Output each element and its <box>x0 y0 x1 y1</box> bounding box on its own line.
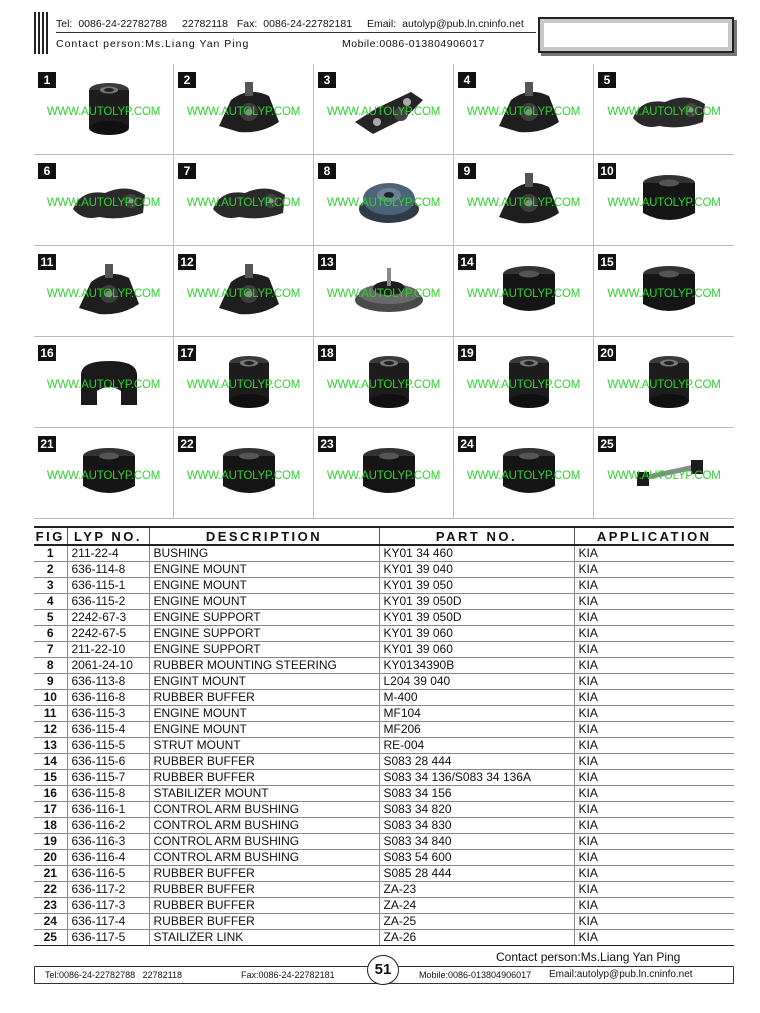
product-cell <box>594 428 734 519</box>
table-row <box>34 930 734 946</box>
product-cell <box>454 246 594 337</box>
part-no-cell: KY01 39 040 <box>379 562 574 578</box>
description-cell: RUBBER BUFFER <box>149 914 379 930</box>
col-header-application: APPLICATION <box>574 527 734 545</box>
product-cell <box>454 337 594 428</box>
part-no-cell: S083 34 156 <box>379 786 574 802</box>
page-number: 51 <box>367 955 399 985</box>
lyp-no-cell: 2061-24-10 <box>67 658 149 674</box>
footer-mobile-label: Mobile: <box>419 970 449 980</box>
lyp-no-cell: 636-116-5 <box>67 866 149 882</box>
watermark-text: WWW.AUTOLYP.COM <box>466 379 581 391</box>
product-cell <box>34 428 174 519</box>
watermark-text: WWW.AUTOLYP.COM <box>326 288 441 300</box>
contact-name: Ms.Liang Yan Ping <box>145 38 250 50</box>
product-cell <box>174 428 314 519</box>
fax-number: 0086-24-22782181 <box>263 18 353 30</box>
product-cell <box>314 428 454 519</box>
lyp-no-cell: 211-22-4 <box>67 545 149 562</box>
watermark-text: WWW.AUTOLYP.COM <box>466 106 581 118</box>
watermark-text: WWW.AUTOLYP.COM <box>46 470 161 482</box>
lyp-no-cell: 636-116-2 <box>67 818 149 834</box>
application-cell: KIA <box>574 818 734 834</box>
description-cell: CONTROL ARM BUSHING <box>149 802 379 818</box>
product-cell <box>314 337 454 428</box>
table-row <box>34 545 734 562</box>
watermark-text: WWW.AUTOLYP.COM <box>46 197 161 209</box>
figure-number-badge: 8 <box>318 163 336 179</box>
col-header-description: DESCRIPTION <box>149 527 379 545</box>
table-row <box>34 898 734 914</box>
part-no-cell: RE-004 <box>379 738 574 754</box>
contact-label: Contact person: <box>56 38 146 50</box>
description-cell: ENGINE SUPPORT <box>149 642 379 658</box>
fig-cell: 25 <box>34 930 67 946</box>
figure-number-badge: 11 <box>38 254 56 270</box>
table-row <box>34 914 734 930</box>
fig-cell: 19 <box>34 834 67 850</box>
lyp-no-cell: 636-115-1 <box>67 578 149 594</box>
watermark-text: WWW.AUTOLYP.COM <box>46 379 161 391</box>
figure-number-badge: 18 <box>318 345 336 361</box>
description-cell: RUBBER BUFFER <box>149 882 379 898</box>
figure-number-badge: 22 <box>178 436 196 452</box>
lyp-no-cell: 636-113-8 <box>67 674 149 690</box>
fig-cell: 23 <box>34 898 67 914</box>
product-cell <box>594 337 734 428</box>
product-grid <box>34 64 734 519</box>
watermark-text: WWW.AUTOLYP.COM <box>186 470 301 482</box>
fig-cell: 24 <box>34 914 67 930</box>
lyp-no-cell: 636-117-2 <box>67 882 149 898</box>
fig-cell: 5 <box>34 610 67 626</box>
part-no-cell: S083 34 830 <box>379 818 574 834</box>
product-cell <box>594 155 734 246</box>
fig-cell: 4 <box>34 594 67 610</box>
description-cell: RUBBER BUFFER <box>149 754 379 770</box>
figure-number-badge: 1 <box>38 72 56 88</box>
figure-number-badge: 14 <box>458 254 476 270</box>
application-cell: KIA <box>574 690 734 706</box>
page-header <box>34 12 734 54</box>
lyp-no-cell: 636-116-8 <box>67 690 149 706</box>
figure-number-badge: 13 <box>318 254 336 270</box>
figure-number-badge: 2 <box>178 72 196 88</box>
fig-cell: 9 <box>34 674 67 690</box>
lyp-no-cell: 636-116-1 <box>67 802 149 818</box>
table-row <box>34 834 734 850</box>
footer-contact-name: Ms.Liang Yan Ping <box>580 950 681 964</box>
part-no-cell: S083 34 820 <box>379 802 574 818</box>
table-row <box>34 802 734 818</box>
figure-number-badge: 21 <box>38 436 56 452</box>
lyp-no-cell: 636-115-8 <box>67 786 149 802</box>
part-no-cell: KY01 39 050D <box>379 610 574 626</box>
product-cell <box>34 155 174 246</box>
application-cell: KIA <box>574 834 734 850</box>
description-cell: STAILIZER LINK <box>149 930 379 946</box>
col-header-lyp-no: LYP NO. <box>67 527 149 545</box>
product-cell <box>34 337 174 428</box>
footer-tel: 0086-24-22782788 <box>59 970 136 980</box>
lyp-no-cell: 2242-67-5 <box>67 626 149 642</box>
footer-email: autolyp@pub.ln.cninfo.net <box>576 969 693 980</box>
description-cell: ENGINE MOUNT <box>149 578 379 594</box>
product-cell <box>454 64 594 155</box>
description-cell: STRUT MOUNT <box>149 738 379 754</box>
product-cell <box>314 64 454 155</box>
lyp-no-cell: 636-114-8 <box>67 562 149 578</box>
product-cell <box>314 155 454 246</box>
part-no-cell: L204 39 040 <box>379 674 574 690</box>
description-cell: RUBBER MOUNTING STEERING <box>149 658 379 674</box>
figure-number-badge: 20 <box>598 345 616 361</box>
table-row <box>34 786 734 802</box>
footer-tel-2: 22782118 <box>142 970 182 980</box>
application-cell: KIA <box>574 866 734 882</box>
application-cell: KIA <box>574 594 734 610</box>
table-row <box>34 658 734 674</box>
lyp-no-cell: 636-115-2 <box>67 594 149 610</box>
lyp-no-cell: 636-115-7 <box>67 770 149 786</box>
fig-cell: 12 <box>34 722 67 738</box>
application-cell: KIA <box>574 722 734 738</box>
product-cell <box>174 337 314 428</box>
lyp-no-cell: 636-115-6 <box>67 754 149 770</box>
part-no-cell: MF206 <box>379 722 574 738</box>
application-cell: KIA <box>574 770 734 786</box>
figure-number-badge: 16 <box>38 345 56 361</box>
footer-fax-label: Fax: <box>241 970 259 980</box>
watermark-text: WWW.AUTOLYP.COM <box>607 106 721 118</box>
table-row <box>34 722 734 738</box>
description-cell: CONTROL ARM BUSHING <box>149 818 379 834</box>
application-cell: KIA <box>574 642 734 658</box>
part-no-cell: ZA-23 <box>379 882 574 898</box>
watermark-text: WWW.AUTOLYP.COM <box>607 470 721 482</box>
product-cell <box>34 246 174 337</box>
footer-email-label: Email: <box>549 969 577 980</box>
fig-cell: 21 <box>34 866 67 882</box>
application-cell: KIA <box>574 802 734 818</box>
watermark-text: WWW.AUTOLYP.COM <box>186 197 301 209</box>
part-no-cell: MF104 <box>379 706 574 722</box>
table-row <box>34 738 734 754</box>
footer-mobile: 0086-013804906017 <box>448 970 532 980</box>
product-cell <box>174 155 314 246</box>
application-cell: KIA <box>574 898 734 914</box>
table-row <box>34 610 734 626</box>
table-header-row <box>34 527 734 545</box>
description-cell: ENGINT MOUNT <box>149 674 379 690</box>
col-header-part-no: PART NO. <box>379 527 574 545</box>
lyp-no-cell: 636-117-5 <box>67 930 149 946</box>
table-row <box>34 690 734 706</box>
table-row <box>34 642 734 658</box>
description-cell: ENGINE SUPPORT <box>149 610 379 626</box>
table-row <box>34 562 734 578</box>
part-no-cell: ZA-24 <box>379 898 574 914</box>
application-cell: KIA <box>574 882 734 898</box>
lyp-no-cell: 211-22-10 <box>67 642 149 658</box>
mobile-number: 0086-013804906017 <box>379 38 485 50</box>
figure-number-badge: 23 <box>318 436 336 452</box>
application-cell: KIA <box>574 930 734 946</box>
figure-number-badge: 5 <box>598 72 616 88</box>
fig-cell: 14 <box>34 754 67 770</box>
application-cell: KIA <box>574 786 734 802</box>
fig-cell: 11 <box>34 706 67 722</box>
table-row <box>34 770 734 786</box>
application-cell: KIA <box>574 578 734 594</box>
part-no-cell: ZA-25 <box>379 914 574 930</box>
lyp-no-cell: 636-117-4 <box>67 914 149 930</box>
table-row <box>34 706 734 722</box>
email-label: Email: <box>366 18 397 30</box>
description-cell: STABILIZER MOUNT <box>149 786 379 802</box>
description-cell: RUBBER BUFFER <box>149 690 379 706</box>
fig-cell: 16 <box>34 786 67 802</box>
watermark-text: WWW.AUTOLYP.COM <box>607 288 721 300</box>
figure-number-badge: 6 <box>38 163 56 179</box>
fig-cell: 7 <box>34 642 67 658</box>
description-cell: ENGINE MOUNT <box>149 594 379 610</box>
fig-cell: 10 <box>34 690 67 706</box>
fig-cell: 1 <box>34 545 67 562</box>
table-row <box>34 754 734 770</box>
header-blank-box <box>538 17 734 53</box>
part-no-cell: M-400 <box>379 690 574 706</box>
watermark-text: WWW.AUTOLYP.COM <box>326 470 441 482</box>
fig-cell: 18 <box>34 818 67 834</box>
watermark-text: WWW.AUTOLYP.COM <box>326 197 441 209</box>
application-cell: KIA <box>574 738 734 754</box>
description-cell: RUBBER BUFFER <box>149 898 379 914</box>
part-no-cell: S083 28 444 <box>379 754 574 770</box>
figure-number-badge: 17 <box>178 345 196 361</box>
product-cell <box>594 64 734 155</box>
lyp-no-cell: 636-116-3 <box>67 834 149 850</box>
fig-cell: 2 <box>34 562 67 578</box>
figure-number-badge: 12 <box>178 254 196 270</box>
fig-cell: 6 <box>34 626 67 642</box>
table-row <box>34 578 734 594</box>
watermark-text: WWW.AUTOLYP.COM <box>326 379 441 391</box>
figure-number-badge: 25 <box>598 436 616 452</box>
watermark-text: WWW.AUTOLYP.COM <box>46 106 161 118</box>
table-row <box>34 626 734 642</box>
table-row <box>34 850 734 866</box>
part-no-cell: S083 54 600 <box>379 850 574 866</box>
watermark-text: WWW.AUTOLYP.COM <box>186 106 301 118</box>
application-cell: KIA <box>574 658 734 674</box>
application-cell: KIA <box>574 850 734 866</box>
part-no-cell: ZA-26 <box>379 930 574 946</box>
mobile-label: Mobile: <box>342 38 380 50</box>
description-cell: CONTROL ARM BUSHING <box>149 834 379 850</box>
figure-number-badge: 10 <box>598 163 616 179</box>
watermark-text: WWW.AUTOLYP.COM <box>326 106 441 118</box>
product-cell <box>594 246 734 337</box>
application-cell: KIA <box>574 914 734 930</box>
description-cell: ENGINE MOUNT <box>149 706 379 722</box>
description-cell: ENGINE MOUNT <box>149 722 379 738</box>
parts-table <box>34 526 734 946</box>
fax-label: Fax: <box>236 18 258 30</box>
fig-cell: 22 <box>34 882 67 898</box>
description-cell: ENGINE MOUNT <box>149 562 379 578</box>
part-no-cell: KY01 39 050 <box>379 578 574 594</box>
description-cell: RUBBER BUFFER <box>149 770 379 786</box>
figure-number-badge: 7 <box>178 163 196 179</box>
lyp-no-cell: 636-117-3 <box>67 898 149 914</box>
product-cell <box>34 64 174 155</box>
description-cell: RUBBER BUFFER <box>149 866 379 882</box>
header-person-line <box>56 37 536 52</box>
figure-number-badge: 4 <box>458 72 476 88</box>
table-row <box>34 594 734 610</box>
watermark-text: WWW.AUTOLYP.COM <box>186 379 301 391</box>
part-no-cell: KY01 39 060 <box>379 642 574 658</box>
tel-label: Tel: <box>56 18 73 30</box>
part-no-cell: S085 28 444 <box>379 866 574 882</box>
watermark-text: WWW.AUTOLYP.COM <box>186 288 301 300</box>
part-no-cell: S083 34 136/S083 34 136A <box>379 770 574 786</box>
fig-cell: 13 <box>34 738 67 754</box>
watermark-text: WWW.AUTOLYP.COM <box>46 288 161 300</box>
application-cell: KIA <box>574 626 734 642</box>
fig-cell: 15 <box>34 770 67 786</box>
figure-number-badge: 15 <box>598 254 616 270</box>
table-row <box>34 866 734 882</box>
fig-cell: 3 <box>34 578 67 594</box>
watermark-text: WWW.AUTOLYP.COM <box>607 379 721 391</box>
product-cell <box>454 428 594 519</box>
watermark-text: WWW.AUTOLYP.COM <box>607 197 721 209</box>
part-no-cell: KY0134390B <box>379 658 574 674</box>
application-cell: KIA <box>574 545 734 562</box>
product-cell <box>174 64 314 155</box>
lyp-no-cell: 2242-67-3 <box>67 610 149 626</box>
table-row <box>34 674 734 690</box>
product-cell <box>454 155 594 246</box>
figure-number-badge: 9 <box>458 163 476 179</box>
lyp-no-cell: 636-116-4 <box>67 850 149 866</box>
application-cell: KIA <box>574 562 734 578</box>
description-cell: BUSHING <box>149 545 379 562</box>
application-cell: KIA <box>574 674 734 690</box>
lyp-no-cell: 636-115-5 <box>67 738 149 754</box>
lyp-no-cell: 636-115-3 <box>67 706 149 722</box>
watermark-text: WWW.AUTOLYP.COM <box>466 288 581 300</box>
part-no-cell: S083 34 840 <box>379 834 574 850</box>
description-cell: CONTROL ARM BUSHING <box>149 850 379 866</box>
footer-fax: 0086-24-22782181 <box>258 970 335 980</box>
tel-number: 0086-24-22782788 <box>78 18 168 30</box>
figure-number-badge: 24 <box>458 436 476 452</box>
application-cell: KIA <box>574 754 734 770</box>
description-cell: ENGINE SUPPORT <box>149 626 379 642</box>
application-cell: KIA <box>574 610 734 626</box>
watermark-text: WWW.AUTOLYP.COM <box>466 197 581 209</box>
figure-number-badge: 19 <box>458 345 476 361</box>
part-no-cell: KY01 39 050D <box>379 594 574 610</box>
product-cell <box>174 246 314 337</box>
fig-cell: 8 <box>34 658 67 674</box>
application-cell: KIA <box>574 706 734 722</box>
footer-tel-label: Tel: <box>45 970 60 980</box>
part-no-cell: KY01 34 460 <box>379 545 574 562</box>
product-cell <box>314 246 454 337</box>
lyp-no-cell: 636-115-4 <box>67 722 149 738</box>
footer-contact <box>496 950 680 964</box>
part-no-cell: KY01 39 060 <box>379 626 574 642</box>
figure-number-badge: 3 <box>318 72 336 88</box>
email-address: autolyp@pub.ln.cninfo.net <box>402 18 524 30</box>
table-row <box>34 882 734 898</box>
col-header-fig: FIG <box>34 527 67 545</box>
table-body <box>34 545 734 946</box>
watermark-text: WWW.AUTOLYP.COM <box>466 470 581 482</box>
header-contact-line <box>56 16 536 33</box>
fig-cell: 20 <box>34 850 67 866</box>
table-row <box>34 818 734 834</box>
tel-number-2: 22782118 <box>182 18 228 30</box>
fig-cell: 17 <box>34 802 67 818</box>
header-stripes <box>34 12 48 54</box>
footer-contact-label: Contact person: <box>496 950 581 964</box>
